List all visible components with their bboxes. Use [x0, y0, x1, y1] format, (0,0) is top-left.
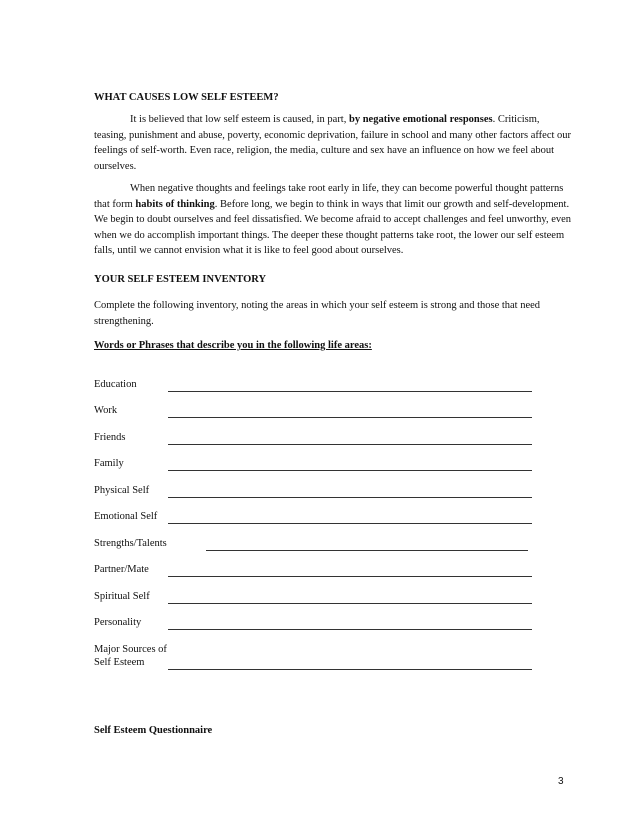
section-heading-causes: WHAT CAUSES LOW SELF ESTEEM?: [94, 92, 279, 103]
inventory-row-major-sources: [94, 643, 554, 673]
inventory-row-friends: [94, 432, 554, 448]
section-heading-inventory: YOUR SELF ESTEEM INVENTORY: [94, 274, 267, 285]
area-label: Partner/Mate: [94, 564, 149, 575]
answer-line[interactable]: [168, 432, 532, 445]
inventory-row-physical-self: [94, 485, 554, 501]
paragraph-text: It is believed that low self esteem is caused, in part,: [130, 114, 349, 125]
answer-line[interactable]: [206, 538, 528, 551]
answer-line[interactable]: [168, 657, 532, 670]
words-phrases-heading: Words or Phrases that describe you in the following life areas:: [94, 340, 372, 351]
inventory-row-education: [94, 379, 554, 395]
answer-line[interactable]: [168, 485, 532, 498]
area-label: Personality: [94, 617, 142, 628]
bold-phrase: by negative emotional responses: [348, 114, 493, 125]
answer-line[interactable]: [168, 458, 532, 471]
area-label: Education: [94, 379, 137, 390]
area-label: Physical Self: [94, 485, 150, 496]
answer-line[interactable]: [168, 405, 532, 418]
answer-line[interactable]: [168, 511, 532, 524]
paragraph-thought-patterns: [94, 181, 572, 259]
answer-line[interactable]: [168, 564, 532, 577]
area-label: Work: [94, 405, 118, 416]
bold-phrase: habits of thinking: [135, 198, 215, 210]
area-label: Strengths/Talents: [94, 538, 167, 549]
answer-line[interactable]: [168, 379, 532, 392]
area-label: Emotional Self: [94, 511, 158, 522]
area-label: Spiritual Self: [94, 591, 150, 602]
paragraph-text: . Criticism, teasing, punishment and abuse, poverty, economic deprivation, failure in school and many other factors affect our feelings of self-worth. Even race, religion, the media, culture and sex have an influence on how we feel about ourselves.: [94, 114, 572, 172]
inventory-row-partner-mate: [94, 564, 554, 580]
area-label: Major Sources of: [94, 644, 167, 655]
inventory-row-emotional-self: [94, 511, 554, 527]
inventory-instructions: Complete the following inventory, noting the areas in which your self esteem is strong and those that need strengthening.: [94, 300, 541, 327]
area-label: Friends: [94, 432, 126, 443]
area-label: Self Esteem: [94, 657, 145, 668]
answer-line[interactable]: [168, 617, 532, 630]
paragraph-text: When negative thoughts and feelings take root early in life, they can become powerful thought patterns that form: [94, 183, 564, 210]
inventory-row-family: [94, 458, 554, 474]
paragraph-text: . Before long, we begin to think in ways that limit our growth and self-development. We begin to doubt ourselves and feel dissatisfied. We become afraid to accept challenges and feel unworthy, even when we do accomplish important things. The deeper these thought patterns take root, the lower our self esteem falls, until we cannot envision what it is like to feel good about ourselves.: [94, 198, 572, 256]
area-label: Family: [94, 458, 124, 469]
section-heading-questionnaire: Self Esteem Questionnaire: [94, 725, 213, 736]
inventory-row-work: [94, 405, 554, 421]
inventory-row-spiritual-self: [94, 591, 554, 607]
inventory-row-strengths-talents: [94, 538, 554, 554]
answer-line[interactable]: [168, 591, 532, 604]
page-number: 3: [558, 776, 564, 787]
inventory-row-personality: [94, 617, 554, 633]
paragraph-causes: [94, 112, 572, 174]
